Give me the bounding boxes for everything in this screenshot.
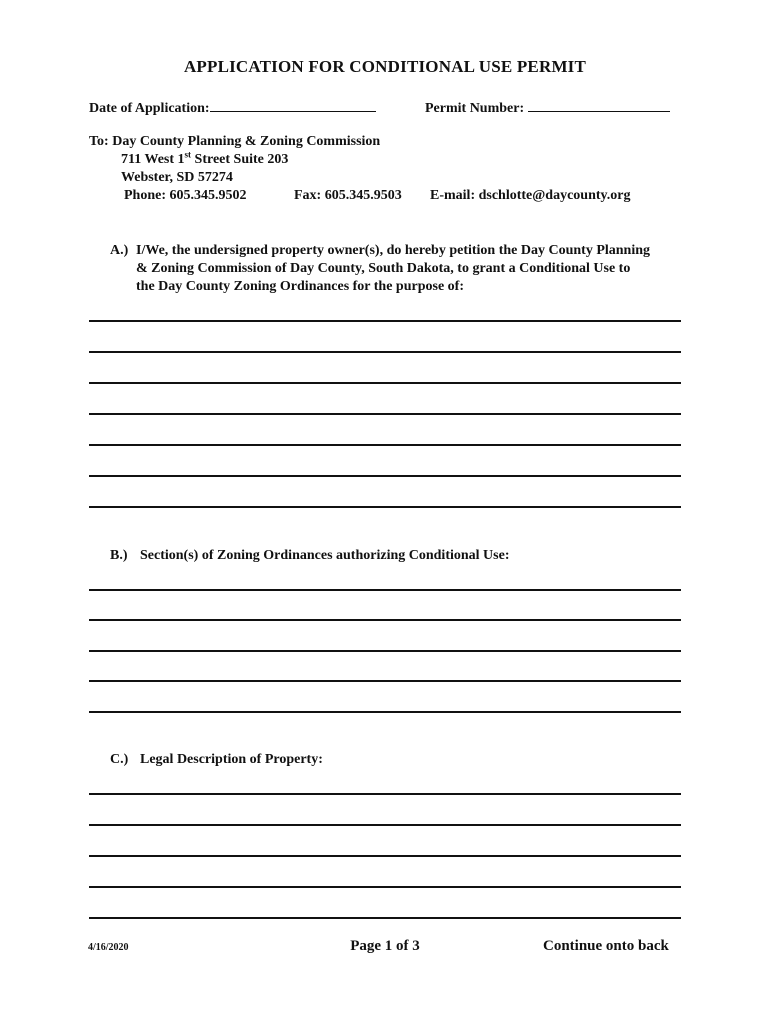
section-c xyxy=(110,751,650,769)
section-c-label: C.) xyxy=(110,752,129,767)
form-title: APPLICATION FOR CONDITIONAL USE PERMIT xyxy=(183,57,587,76)
answer-line-a-7[interactable] xyxy=(89,506,681,508)
answer-line-b-1[interactable] xyxy=(89,589,681,591)
section-b xyxy=(110,547,650,565)
date-of-application-field[interactable] xyxy=(210,97,376,112)
section-a-label: A.) xyxy=(110,243,129,258)
footer-continue-note: Continue onto back xyxy=(543,938,669,954)
street-rest: Street Suite 203 xyxy=(191,152,289,167)
section-b-label: B.) xyxy=(110,548,128,563)
date-of-application-row xyxy=(89,97,376,117)
permit-number-label: Permit Number: xyxy=(425,101,525,116)
answer-line-c-1[interactable] xyxy=(89,793,681,795)
street-number: 711 West 1 xyxy=(121,152,185,167)
to-phone: Phone: 605.345.9502 xyxy=(124,188,247,203)
answer-line-a-5[interactable] xyxy=(89,444,681,446)
section-a-text: I/We, the undersigned property owner(s), do hereby petition the Day County Planning & Zoning Commission of Day County, South Dakota, to grant a Conditional Use to the Day County Zoning Ordinances for the purpose of: xyxy=(136,243,651,294)
answer-line-a-2[interactable] xyxy=(89,351,681,353)
answer-line-a-6[interactable] xyxy=(89,475,681,477)
answer-line-a-3[interactable] xyxy=(89,382,681,384)
to-street xyxy=(121,149,289,168)
answer-line-c-2[interactable] xyxy=(89,824,681,826)
answer-line-b-3[interactable] xyxy=(89,650,681,652)
to-fax: Fax: 605.345.9503 xyxy=(294,188,402,203)
permit-number-row xyxy=(425,97,670,117)
to-city: Webster, SD 57274 xyxy=(121,170,233,185)
section-c-text: Legal Description of Property: xyxy=(140,752,323,767)
answer-line-c-3[interactable] xyxy=(89,855,681,857)
answer-line-b-4[interactable] xyxy=(89,680,681,682)
footer-date: 4/16/2020 xyxy=(88,942,129,953)
answer-line-a-4[interactable] xyxy=(89,413,681,415)
to-addressee: To: Day County Planning & Zoning Commission xyxy=(89,134,381,149)
section-a xyxy=(110,242,650,296)
answer-line-b-5[interactable] xyxy=(89,711,681,713)
to-email: E-mail: dschlotte@daycounty.org xyxy=(430,188,631,203)
section-b-text: Section(s) of Zoning Ordinances authorizing Conditional Use: xyxy=(140,548,510,563)
answer-line-c-5[interactable] xyxy=(89,917,681,919)
answer-line-c-4[interactable] xyxy=(89,886,681,888)
footer-page-number: Page 1 of 3 xyxy=(350,938,420,954)
date-of-application-label: Date of Application: xyxy=(89,101,210,116)
street-suffix: st xyxy=(184,149,192,160)
answer-line-b-2[interactable] xyxy=(89,619,681,621)
permit-number-field[interactable] xyxy=(528,97,670,112)
answer-line-a-1[interactable] xyxy=(89,320,681,322)
